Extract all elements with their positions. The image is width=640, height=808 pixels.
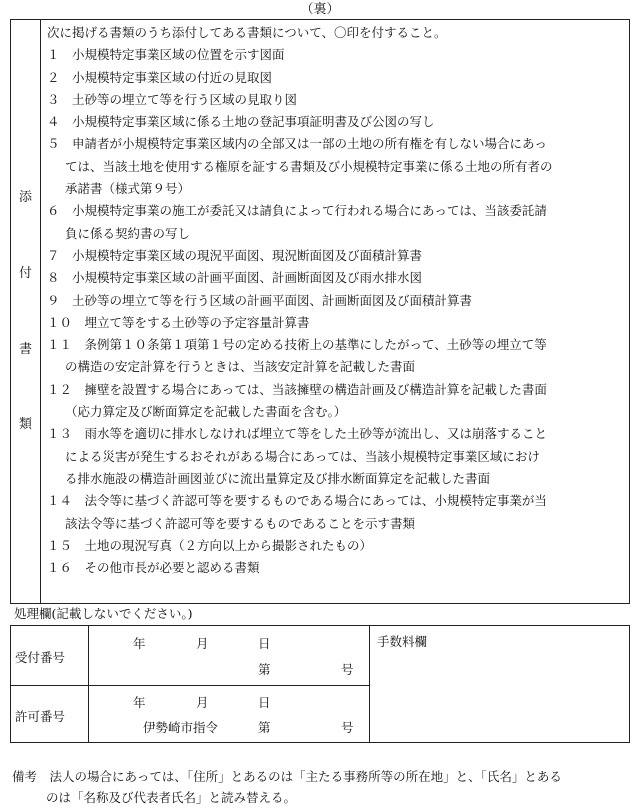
attachment-line: 次に掲げる書類のうち添付してある書類について、〇印を付すること。 — [47, 25, 447, 40]
page-side-heading: （裏） — [300, 2, 340, 17]
remark-note — [12, 766, 632, 808]
permit-day: 日 — [258, 695, 271, 710]
attachment-line: １０ 埋立て等をする土砂等の予定容量計算書 — [47, 314, 310, 330]
attachment-line: （応力算定及び断面算定を記載した書面を含む。） — [65, 404, 347, 420]
attachment-line: ては、当該土地を使用する権原を証する書類及び小規模特定事業に係る土地の所有者の — [65, 158, 553, 174]
permit-dai: 第 — [258, 720, 271, 735]
attachment-line: 負に係る契約書の写し — [65, 225, 191, 241]
divider — [11, 685, 369, 686]
fee-column-label: 手数料欄 — [377, 634, 428, 649]
attachment-line: １５ 土地の現況写真（２方向以上から撮影されたもの） — [47, 537, 373, 553]
attachment-line: ５ 申請者が小規模特定事業区域内の全部又は一部の土地の所有権を有しない場合にあっ — [47, 136, 547, 152]
side-char: 書 — [18, 341, 32, 357]
attachment-line: ３ 土砂等の埋立て等を行う区域の見取り図 — [47, 91, 298, 107]
receipt-number-label: 受付番号 — [15, 650, 66, 665]
receipt-month: 月 — [196, 636, 209, 651]
side-char: 付 — [18, 265, 32, 281]
attachment-line: ６ 小規模特定事業の施工が委託又は請負によって行われる場合にあっては、当該委託請 — [47, 203, 547, 219]
side-char: 類 — [18, 417, 32, 433]
attachment-line: １３ 雨水等を適切に排水しなければ埋立て等をした土砂等が流出し、又は崩落すること — [47, 426, 548, 442]
attachment-line: ４ 小規模特定事業区域に係る土地の登記事項証明書及び公図の写し — [47, 114, 435, 130]
attachment-line: １１ 条例第１０条第１項第１号の定める技術上の基準にしたがって、土砂等の埋立て等 — [47, 337, 547, 353]
remark-line: のは「名称及び代表者氏名」と読み替える。 — [46, 790, 297, 805]
attachment-line: １２ 擁壁を設置する場合にあっては、当該擁壁の構造計画及び構造計算を記載した書面 — [47, 381, 547, 397]
attachment-line: ２ 小規模特定事業区域の付近の見取図 — [47, 69, 273, 85]
attachment-line: １ 小規模特定事業区域の位置を示す図面 — [47, 47, 285, 63]
attachment-line: ８ 小規模特定事業区域の計画平面図、計画断面図及び雨水排水図 — [47, 270, 423, 286]
permit-prefix: 伊勢崎市指令 — [143, 720, 219, 735]
receipt-go: 号 — [341, 662, 354, 677]
attachment-line: の構造の安定計算を行うときは、当該安定計算を記載した書面 — [65, 359, 416, 375]
divider — [88, 626, 89, 742]
attachment-line: １６ その他市長が必要と認める書類 — [47, 560, 260, 576]
attachment-line: による災害が発生するおそれがある場合にあっては、当該小規模特定事業区域におけ — [65, 448, 540, 464]
permit-number-label: 許可番号 — [15, 709, 66, 724]
processing-table — [10, 625, 630, 743]
permit-month: 月 — [196, 695, 209, 710]
receipt-year: 年 — [133, 636, 146, 651]
attachment-line: 承諾書（様式第９号） — [65, 181, 191, 197]
attachment-documents-box — [10, 19, 630, 604]
attachment-line: ９ 土砂等の埋立て等を行う区域の計画平面図、計画断面図及び面積計算書 — [47, 292, 473, 308]
attachment-side-label — [11, 20, 41, 603]
attachment-line: 該法令等に基づく許認可等を要するものであることを示す書類 — [65, 515, 416, 531]
processing-section-label: 処理欄(記載しないでください。) — [14, 606, 193, 621]
receipt-day: 日 — [258, 636, 271, 651]
attachment-list — [47, 22, 627, 579]
attachment-line: ７ 小規模特定事業区域の現況平面図、現況断面図及び面積計算書 — [47, 247, 423, 263]
divider — [369, 626, 370, 742]
permit-go: 号 — [341, 720, 354, 735]
attachment-line: １４ 法令等に基づく許認可等を要するものである場合にあっては、小規模特定事業が当 — [47, 493, 547, 509]
side-char: 添 — [18, 190, 32, 206]
receipt-dai: 第 — [258, 662, 271, 677]
permit-year: 年 — [133, 695, 146, 710]
attachment-line: る排水施設の構造計画図並びに流出量算定及び排水断面算定を記載した書面 — [65, 470, 491, 486]
remark-line: 備考 法人の場合にあっては、「住所」とあるのは「主たる事務所等の所在地」と、「氏名」とある — [12, 769, 562, 784]
